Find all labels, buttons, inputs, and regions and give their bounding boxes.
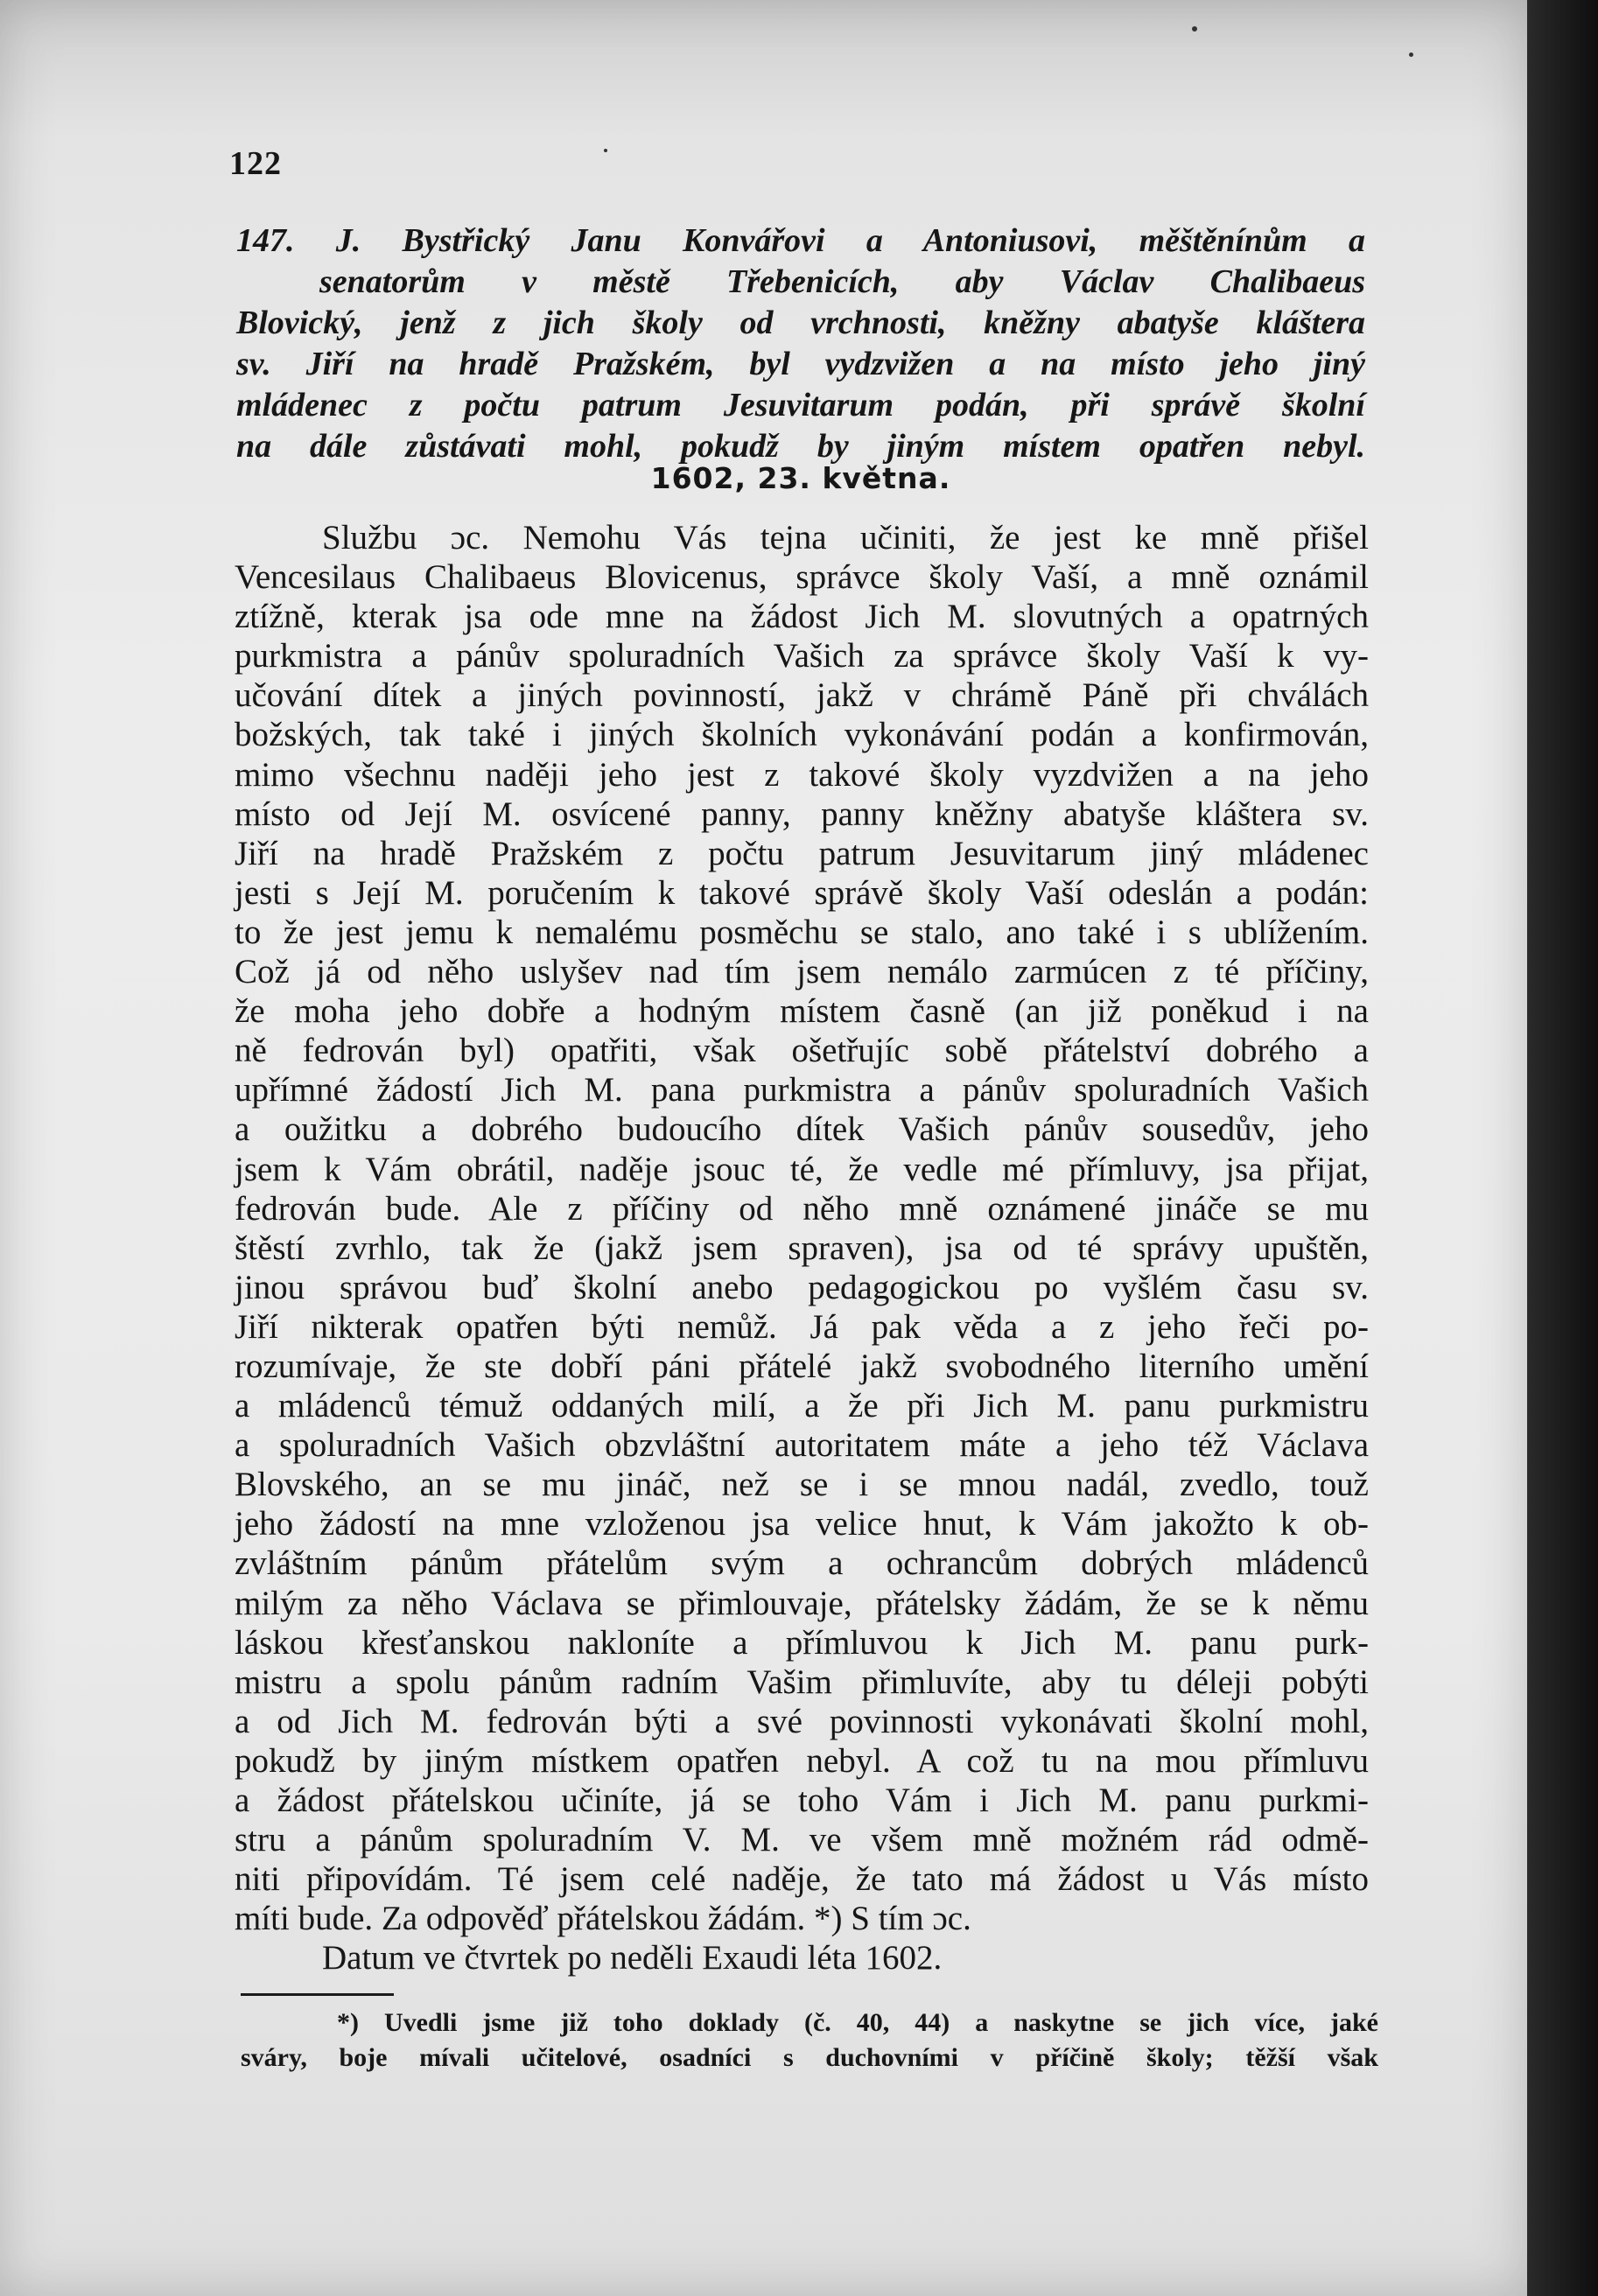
heading-line: senatorům v městě Třebenicích, aby Václav Chalibaeus bbox=[319, 263, 1365, 300]
body-line: Jiří nikterak opatřen býti nemůž. Já pak věda a z jeho řeči po- bbox=[235, 1307, 1369, 1346]
body-line: milým za něho Václava se přimlouvaje, přátelsky žádám, že se k němu bbox=[235, 1584, 1369, 1622]
body-line: Službu ɔc. Nemohu Vás tejna učiniti, že jest ke mně přišel bbox=[322, 519, 1369, 556]
body-line: učování dítek a jiných povinností, jakž v chrámě Páně při chválách bbox=[235, 676, 1369, 715]
heading-date: 1602, 23. května. bbox=[650, 461, 951, 495]
paper-speck bbox=[1192, 26, 1197, 32]
body-line: mimo všechnu naději jeho jest z takové školy vyzdvižen a na jeho bbox=[235, 755, 1369, 794]
scan-edge bbox=[1527, 0, 1598, 2296]
body-line: pokudž by jiným místkem opatřen nebyl. A což tu na mou přímluvu bbox=[235, 1741, 1369, 1780]
heading-line: mládenec z počtu patrum Jesuvitarum podán, při správě školní bbox=[236, 387, 1365, 424]
body-line: a od Jich M. fedrován býti a své povinnosti vykonávati školní mohl, bbox=[235, 1702, 1369, 1740]
footnote-line: *) Uvedli jsme již toho doklady (č. 40, 44) a naskytne se jich více, jaké bbox=[337, 2008, 1378, 2037]
body-line: stru a pánům spoluradním V. M. ve všem mně možném rád odmě- bbox=[235, 1821, 1369, 1859]
body-line: rozumívaje, že ste dobří páni přátelé jakž svobodného literního umění bbox=[235, 1347, 1369, 1385]
body-line: purkmistra a pánův spoluradních Vašich za správce školy Vaší k vy- bbox=[235, 637, 1369, 676]
body-line: to že jest jemu k nemalému posměchu se stalo, ano také i s ublížením. bbox=[235, 913, 1369, 951]
body-line: božských, tak také i jiných školních vykonávání podán a konfirmován, bbox=[235, 716, 1369, 754]
body-line: fedrován bude. Ale z příčiny od něho mně oznámené jináče se mu bbox=[235, 1189, 1369, 1228]
footnote-divider bbox=[241, 1993, 394, 1996]
body-line: zvláštním pánům přátelům svým a ochrancům dobrých mládenců bbox=[235, 1544, 1369, 1583]
body-line: mistru a spolu pánům radním Vašim přimluvíte, aby tu déleji pobýti bbox=[235, 1662, 1369, 1701]
body-line: Datum ve čtvrtek po neděli Exaudi léta 1602. bbox=[322, 1939, 943, 1978]
heading-line: na dále zůstávati mohl, pokudž by jiným místem opatřen nebyl. bbox=[236, 428, 1365, 465]
page-number: 122 bbox=[229, 145, 282, 182]
body-line: láskou křesťanskou nakloníte a přímluvou k Jich M. panu purk- bbox=[235, 1623, 1369, 1662]
body-line: niti připovídám. Té jsem celé naděje, že tato má žádost u Vás místo bbox=[235, 1860, 1369, 1899]
paper-speck bbox=[1409, 52, 1413, 57]
body-line: jeho žádostí na mne vzloženou jsa velice hnut, k Vám jakožto k ob- bbox=[235, 1505, 1369, 1544]
heading-line: sv. Jiří na hradě Pražském, byl vydzvižen a na místo jeho jiný bbox=[236, 346, 1365, 382]
heading-line: 147. J. Bystřický Janu Konvářovi a Antoniusovi, měštěnínům a bbox=[236, 222, 1365, 259]
document-heading bbox=[236, 220, 1365, 467]
body-line: ztížně, kterak jsa ode mne na žádost Jich M. slovutných a opatrných bbox=[235, 598, 1369, 636]
body-line: míti bude. Za odpověď přátelskou žádám. *) S tím ɔc. bbox=[235, 1900, 971, 1938]
footnote bbox=[241, 2006, 1378, 2076]
body-line: místo od Její M. osvícené panny, panny kněžny abatyše kláštera sv. bbox=[235, 794, 1369, 833]
body-line: a mládenců témuž oddaných milí, a že při Jich M. panu purkmistru bbox=[235, 1387, 1369, 1425]
body-line: jesti s Její M. poručením k takové správě školy Vaší odeslán a podán: bbox=[235, 873, 1369, 912]
body-line: a žádost přátelskou učiníte, já se toho Vám i Jich M. panu purkmi- bbox=[235, 1782, 1369, 1819]
body-line: upřímné žádostí Jich M. pana purkmistra a pánův spoluradních Vašich bbox=[235, 1071, 1369, 1110]
paper-speck bbox=[604, 149, 607, 152]
body-line: že moha jeho dobře a hodným místem časně (an již poněkud i na bbox=[235, 992, 1369, 1031]
body-line: Vencesilaus Chalibaeus Blovicenus, správce školy Vaší, a mně oznámil bbox=[235, 558, 1369, 597]
body-line: jinou správou buď školní anebo pedagogickou po vyšlém času sv. bbox=[235, 1268, 1369, 1306]
letter-body bbox=[235, 518, 1369, 1978]
body-line: Jiří na hradě Pražském z počtu patrum Jesuvitarum jiný mládenec bbox=[235, 834, 1369, 872]
body-line: ně fedrován byl) opatřiti, však ošetřujíc sobě přátelství dobrého a bbox=[235, 1032, 1369, 1070]
body-line: Což já od něho uslyšev nad tím jsem nemálo zarmúcen z té příčiny, bbox=[235, 953, 1369, 991]
body-line: a spoluradních Vašich obzvláštní autoritatem máte a jeho též Václava bbox=[235, 1426, 1369, 1465]
body-line: a oužitku a dobrého budoucího dítek Vašich pánův sousedův, jeho bbox=[235, 1110, 1369, 1149]
body-line: jsem k Vám obrátil, naděje jsouc té, že vedle mé přímluvy, jsa přijat, bbox=[235, 1150, 1369, 1188]
body-line: štěstí zvrhlo, tak že (jakž jsem spraven), jsa od té správy upuštěn, bbox=[235, 1228, 1369, 1267]
body-line: Blovského, an se mu jináč, než se i se mnou nadál, zvedlo, touž bbox=[235, 1466, 1369, 1504]
heading-line: Blovický, jenž z jich školy od vrchnosti, kněžny abatyše kláštera bbox=[236, 304, 1365, 341]
footnote-line: sváry, boje mívali učitelové, osadníci s duchovními v příčině školy; těžší však bbox=[241, 2043, 1378, 2072]
